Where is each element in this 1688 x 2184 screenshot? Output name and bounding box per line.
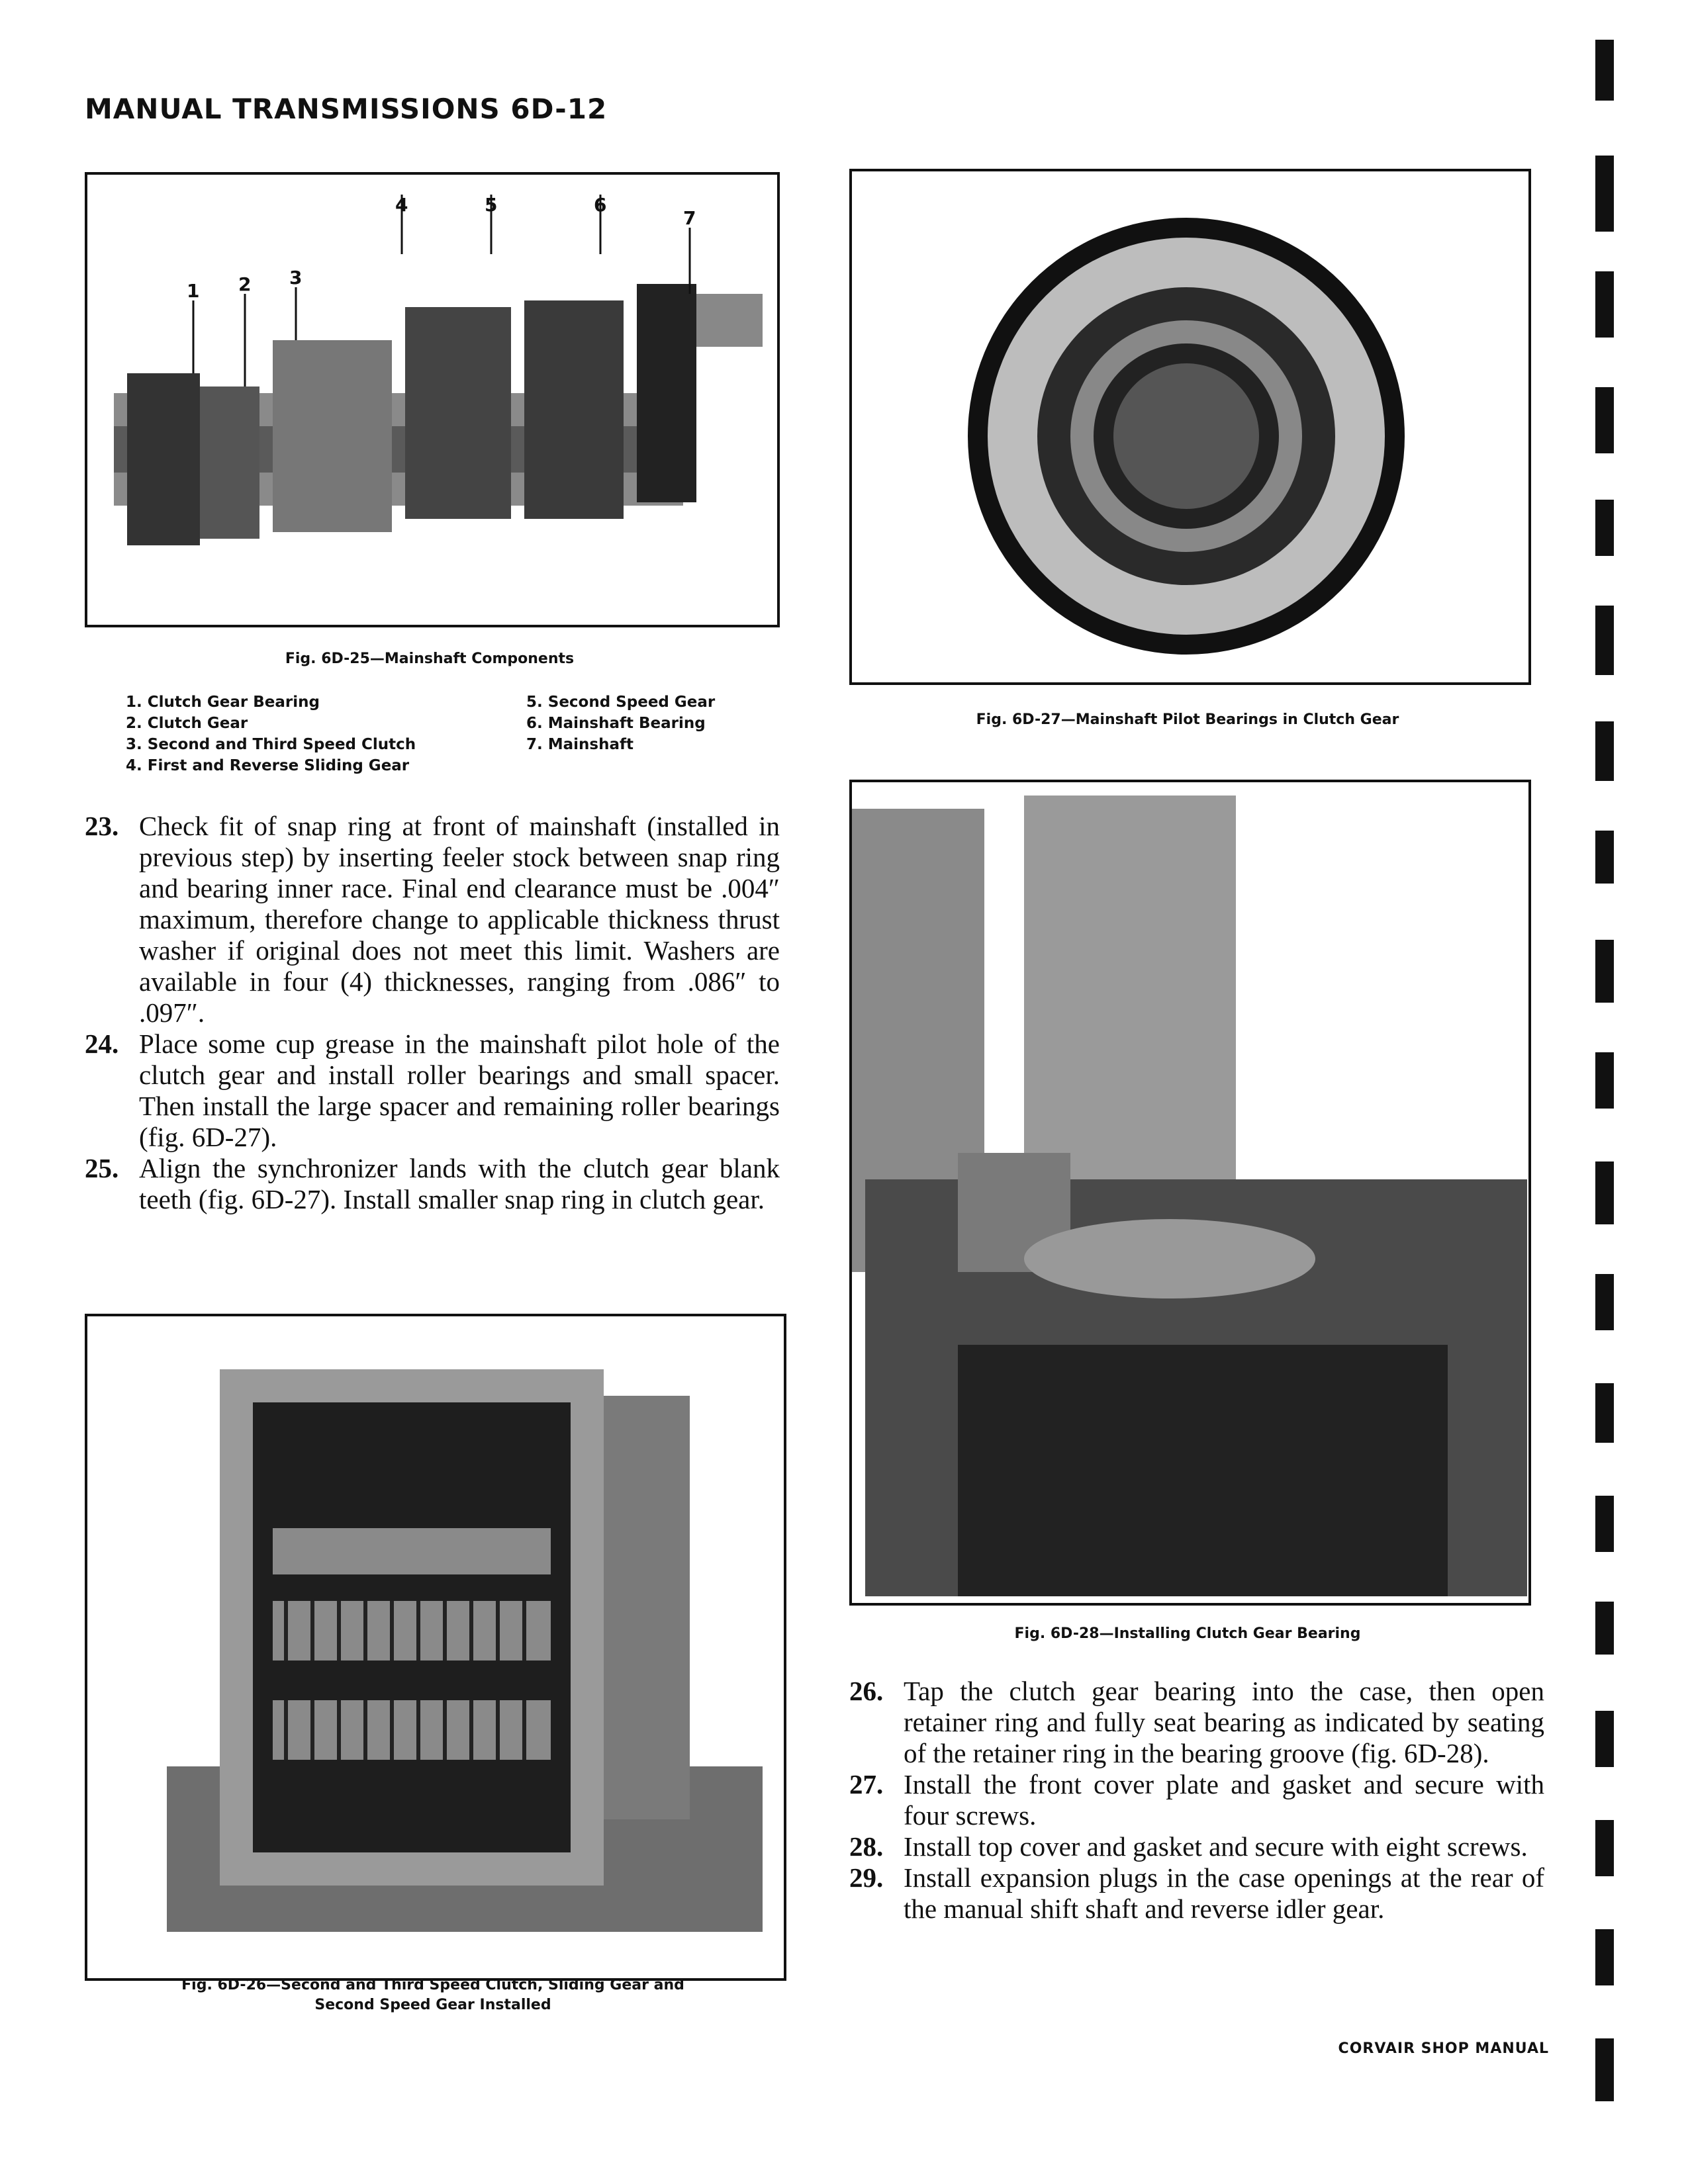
page-header: MANUAL TRANSMISSIONS 6D-12	[85, 93, 608, 125]
step-text: Tap the clutch gear bearing into the case, then open retainer ring and fully seat bearing as indicated by seating of the retainer ring in the bearing groove (fig. 6D-28).	[904, 1676, 1544, 1768]
legend-item: 1. Clutch Gear Bearing	[126, 694, 320, 711]
caption-line: Fig. 6D-26—Second and Third Speed Clutch, Sliding Gear and	[181, 1977, 684, 1993]
transmission-case-photo	[87, 1316, 784, 1978]
callout-5: 5	[485, 194, 498, 216]
step-number: 24.	[85, 1028, 119, 1059]
clutch-gear-photo	[852, 171, 1528, 682]
figure-caption: Fig. 6D-25—Mainshaft Components	[285, 651, 575, 667]
legend-item: 5. Second Speed Gear	[526, 694, 716, 711]
legend-item: 2. Clutch Gear	[126, 715, 248, 732]
callout-1: 1	[187, 280, 200, 302]
step-text: Check fit of snap ring at front of mainshaft (installed in previous step) by inserting feeler stock between snap ring and bearing inner race. Final end clearance must be .004″ maximum, therefore change to applicable thickness thrust washer if original does not meet this limit. Washers are available in four (4) thicknesses, ranging from .086″ to .097″.	[139, 811, 780, 1028]
figure-caption: Fig. 6D-28—Installing Clutch Gear Bearing	[1014, 1625, 1361, 1642]
step-23	[85, 811, 780, 1028]
figure-mainshaft-components	[85, 172, 780, 627]
steps-left-column	[85, 811, 780, 1215]
legend-left	[126, 692, 483, 776]
legend-right	[526, 692, 778, 755]
step-text: Install expansion plugs in the case openings at the rear of the manual shift shaft and reverse idler gear.	[904, 1862, 1544, 1924]
step-number: 27.	[849, 1769, 884, 1799]
callout-7: 7	[683, 207, 696, 229]
figure-caption: Fig. 6D-27—Mainshaft Pilot Bearings in Clutch Gear	[976, 711, 1399, 728]
step-26	[849, 1676, 1544, 1769]
step-text: Install the front cover plate and gasket and secure with four screws.	[904, 1769, 1544, 1831]
step-25	[85, 1153, 780, 1215]
step-text: Align the synchronizer lands with the clutch gear blank teeth (fig. 6D-27). Install smaller snap ring in clutch gear.	[139, 1153, 780, 1214]
callout-2: 2	[238, 273, 252, 295]
step-29	[849, 1862, 1544, 1925]
callout-6: 6	[594, 194, 607, 216]
step-24	[85, 1028, 780, 1153]
legend-item: 3. Second and Third Speed Clutch	[126, 736, 416, 753]
legend-item: 6. Mainshaft Bearing	[526, 715, 706, 732]
caption-line: Second Speed Gear Installed	[314, 1997, 551, 2013]
step-number: 23.	[85, 811, 119, 841]
step-27	[849, 1769, 1544, 1831]
legend-item: 4. First and Reverse Sliding Gear	[126, 757, 410, 774]
step-number: 25.	[85, 1153, 119, 1183]
step-text: Install top cover and gasket and secure with eight screws.	[904, 1831, 1528, 1862]
legend-item: 7. Mainshaft	[526, 736, 633, 753]
step-number: 28.	[849, 1831, 884, 1862]
figure-caption	[85, 1976, 781, 2015]
callout-3: 3	[289, 267, 303, 289]
step-number: 29.	[849, 1862, 884, 1893]
step-28	[849, 1831, 1544, 1862]
figure-pilot-bearings	[849, 169, 1531, 685]
page-footer: CORVAIR SHOP MANUAL	[1338, 2040, 1549, 2057]
step-text: Place some cup grease in the mainshaft pilot hole of the clutch gear and install roller bearings and small spacer. Then install the large spacer and remaining roller bearings (fig. 6D-27).	[139, 1028, 780, 1152]
steps-right-column	[849, 1676, 1544, 1925]
mainshaft-photo	[87, 175, 777, 625]
figure-installing-bearing	[849, 780, 1531, 1606]
callout-4: 4	[395, 194, 408, 216]
bearing-install-photo	[852, 782, 1528, 1603]
figure-speed-clutch-installed	[85, 1314, 786, 1981]
step-number: 26.	[849, 1676, 884, 1706]
